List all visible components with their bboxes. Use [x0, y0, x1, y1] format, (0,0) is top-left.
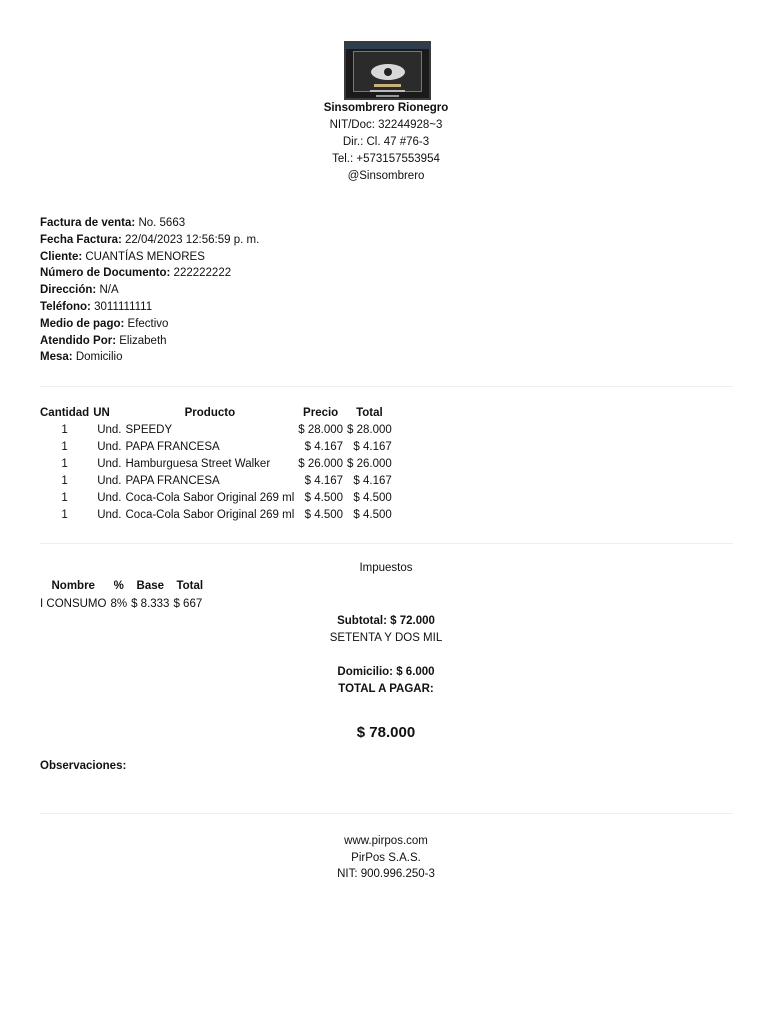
cell-price: $ 4.167 [304, 440, 344, 453]
payment-method-value: Efectivo [127, 317, 169, 330]
cell-product: SPEEDY [125, 423, 173, 436]
cell-product: PAPA FRANCESA [125, 474, 220, 487]
cell-total: $ 4.167 [353, 440, 392, 453]
cell-total: $ 4.500 [353, 491, 392, 504]
client-label: Cliente: [40, 250, 83, 263]
table-row [38, 595, 208, 613]
cell-product: Hamburguesa Street Walker [125, 457, 271, 470]
col-base: Base [136, 580, 165, 592]
taxes-title: Impuestos [359, 562, 413, 574]
cell-qty: 1 [61, 457, 68, 470]
table-row [38, 438, 394, 455]
subtotal-words: SETENTA Y DOS MIL [329, 632, 443, 644]
business-address: Dir.: Cl. 47 #76-3 [342, 136, 430, 148]
cell-total: $ 4.500 [353, 508, 392, 521]
taxes-table [38, 577, 208, 613]
payment-method-row [40, 316, 259, 333]
table-row [38, 489, 394, 506]
col-porcentaje: % [113, 580, 124, 592]
cell-product: Coca-Cola Sabor Original 269 ml [125, 508, 295, 521]
phone-row [40, 299, 259, 316]
cell-qty: 1 [61, 474, 68, 487]
phone-label: Teléfono: [40, 300, 91, 313]
cell-price: $ 28.000 [298, 423, 344, 436]
payment-method-label: Medio de pago: [40, 317, 125, 330]
business-handle: @Sinsombrero [347, 170, 425, 182]
attended-by-value: Elizabeth [119, 334, 167, 347]
client-row [40, 249, 259, 266]
cell-unit: Und. [97, 440, 122, 453]
invoice-number-label: Factura de venta: [40, 217, 136, 229]
business-phone: Tel.: +573157553954 [332, 153, 440, 165]
mesa-value: Domicilio [75, 351, 123, 364]
divider [40, 813, 733, 814]
attended-by-row [40, 333, 259, 350]
invoice-number-row [40, 215, 259, 232]
footer-nit: NIT: 900.996.250-3 [337, 868, 435, 880]
cell-product: Coca-Cola Sabor Original 269 ml [125, 491, 295, 504]
address-value: N/A [99, 284, 119, 297]
invoice-date-row [40, 232, 259, 249]
cell-price: $ 4.167 [304, 474, 344, 487]
col-cantidad: Cantidad [40, 406, 90, 419]
cell-price: $ 26.000 [298, 457, 344, 470]
document-value: 222222222 [173, 267, 232, 280]
col-un: UN [93, 406, 110, 419]
document-label: Número de Documento: [40, 267, 171, 280]
business-header [0, 100, 768, 185]
col-total: Total [356, 406, 383, 419]
business-logo [344, 41, 431, 100]
table-row-mesa [40, 349, 259, 366]
divider [40, 543, 733, 544]
subtotal: Subtotal: $ 72.000 [337, 615, 435, 627]
cell-tax-total: $ 667 [173, 598, 203, 610]
items-table [38, 404, 394, 523]
mesa-label: Mesa: [40, 351, 73, 364]
invoice-info [40, 215, 259, 366]
col-tax-total: Total [176, 580, 204, 592]
total-label: TOTAL A PAGAR: [338, 683, 434, 695]
table-row [38, 506, 394, 523]
footer-company: PirPos S.A.S. [351, 851, 421, 864]
cell-qty: 1 [61, 508, 68, 521]
observations-label: Observaciones: [40, 760, 127, 772]
cell-tax-base: $ 8.333 [131, 598, 170, 610]
cell-total: $ 26.000 [347, 457, 392, 470]
phone-value: 3011111111 [94, 300, 153, 313]
col-producto: Producto [184, 406, 236, 419]
cell-tax-percent: 8% [110, 598, 128, 610]
invoice-number-value: No. 5663 [138, 217, 186, 229]
cell-unit: Und. [97, 491, 122, 504]
address-row [40, 282, 259, 299]
cell-unit: Und. [97, 474, 122, 487]
table-row [38, 455, 394, 472]
cell-qty: 1 [61, 491, 68, 504]
address-label: Dirección: [40, 284, 97, 297]
cell-qty: 1 [61, 423, 68, 436]
divider [40, 386, 733, 387]
document-row [40, 265, 259, 282]
items-header-row [38, 404, 394, 421]
invoice-date-value: 22/04/2023 12:56:59 p. m. [125, 233, 260, 246]
cell-total: $ 4.167 [353, 474, 392, 487]
footer [0, 833, 768, 883]
cell-price: $ 4.500 [304, 491, 344, 504]
totals-block [0, 613, 768, 698]
attended-by-label: Atendido Por: [40, 334, 117, 347]
cell-total: $ 28.000 [347, 423, 392, 436]
table-row [38, 421, 394, 438]
invoice-date-label: Fecha Factura: [40, 233, 122, 246]
business-name: Sinsombrero Rionegro [323, 102, 449, 114]
client-value: CUANTÍAS MENORES [85, 250, 205, 263]
cell-qty: 1 [61, 440, 68, 453]
grand-total: $ 78.000 [356, 724, 416, 741]
cell-tax-name: I CONSUMO [40, 598, 107, 610]
taxes-header-row [38, 577, 208, 595]
footer-site: www.pirpos.com [344, 835, 428, 847]
cell-unit: Und. [97, 508, 122, 521]
cell-unit: Und. [97, 457, 122, 470]
table-row [38, 472, 394, 489]
cell-product: PAPA FRANCESA [125, 440, 220, 453]
cell-price: $ 4.500 [304, 508, 344, 521]
business-nit: NIT/Doc: 32244928~3 [329, 119, 443, 131]
cell-unit: Und. [97, 423, 122, 436]
col-nombre: Nombre [51, 580, 95, 592]
col-precio: Precio [303, 406, 339, 419]
delivery-fee: Domicilio: $ 6.000 [337, 666, 435, 678]
